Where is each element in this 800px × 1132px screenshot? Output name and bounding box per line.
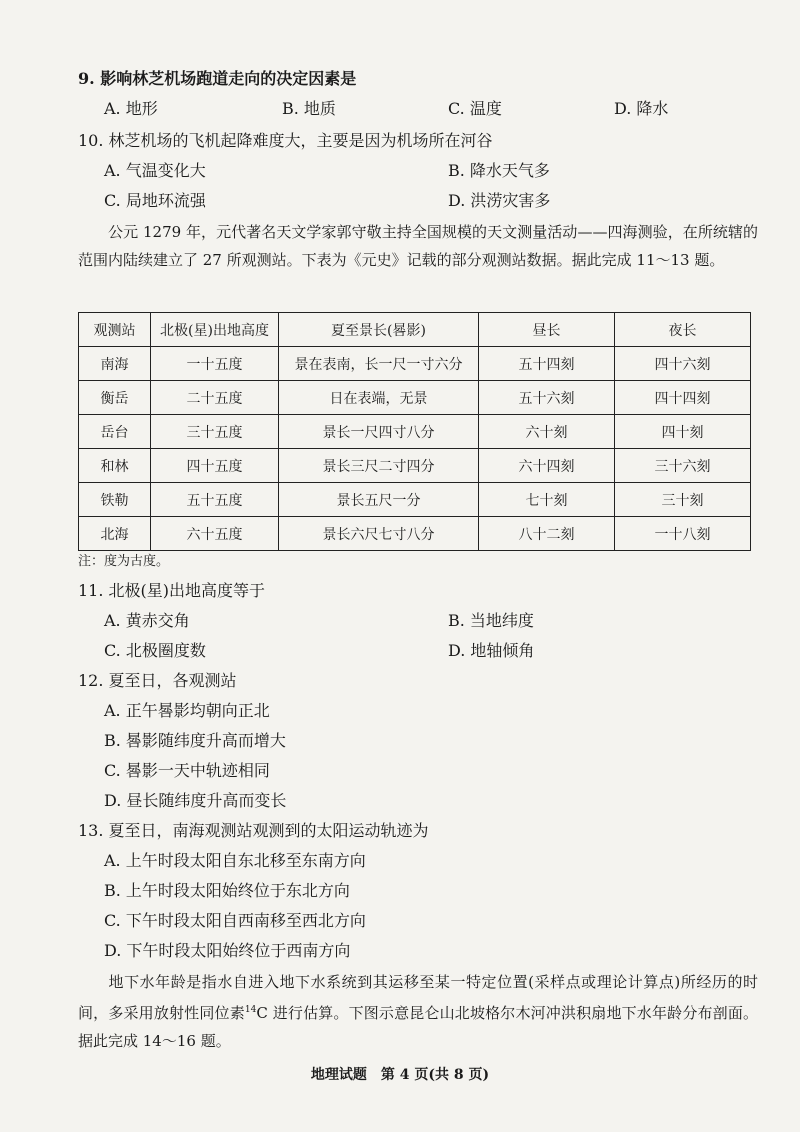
table-cell: 景长六尺七寸八分 — [279, 517, 479, 551]
table-cell: 六十四刻 — [479, 449, 615, 483]
question-11-option-d: D. 地轴倾角 — [448, 641, 535, 660]
question-12-option-c: C. 晷影一天中轨迹相同 — [104, 761, 270, 780]
question-9-option-c: C. 温度 — [448, 99, 502, 118]
table-header: 观测站 — [79, 313, 151, 347]
table-cell: 日在表端，无景 — [279, 381, 479, 415]
table-cell: 四十刻 — [615, 415, 751, 449]
question-13-stem: 13. 夏至日，南海观测站观测到的太阳运动轨迹为 — [78, 821, 429, 840]
table-row — [79, 449, 751, 483]
passage-groundwater-age — [78, 968, 758, 1055]
table-cell: 北海 — [79, 517, 151, 551]
isotope-superscript: 14 — [244, 1005, 257, 1015]
question-11-option-c: C. 北极圈度数 — [104, 641, 206, 660]
table-cell: 三十六刻 — [615, 449, 751, 483]
table-cell: 景长三尺二寸四分 — [279, 449, 479, 483]
table-cell: 五十四刻 — [479, 347, 615, 381]
table-header: 夜长 — [615, 313, 751, 347]
question-10-option-c: C. 局地环流强 — [104, 191, 206, 210]
table-cell: 三十五度 — [151, 415, 279, 449]
question-10-option-a: A. 气温变化大 — [104, 161, 206, 180]
table-cell: 四十六刻 — [615, 347, 751, 381]
question-12-stem: 12. 夏至日，各观测站 — [78, 671, 237, 690]
table-header: 夏至景长(晷影) — [279, 313, 479, 347]
passage-2-text-b: C 进行估算。下图示意昆仑山北坡格尔木河冲洪积扇地下水年龄分布剖面。据此完成 14～16 题。 — [78, 1004, 758, 1050]
question-13-option-d: D. 下午时段太阳始终位于西南方向 — [104, 941, 351, 960]
table-row — [79, 483, 751, 517]
table-cell: 二十五度 — [151, 381, 279, 415]
table-header: 北极(星)出地高度 — [151, 313, 279, 347]
question-10-option-b: B. 降水天气多 — [448, 161, 550, 180]
question-9-option-b: B. 地质 — [282, 99, 336, 118]
table-header: 昼长 — [479, 313, 615, 347]
question-11-option-b: B. 当地纬度 — [448, 611, 534, 630]
table-row — [79, 347, 751, 381]
passage-ancient-observation — [78, 218, 758, 274]
question-9-option-a: A. 地形 — [104, 99, 158, 118]
table-cell: 南海 — [79, 347, 151, 381]
question-11-option-a: A. 黄赤交角 — [104, 611, 190, 630]
table-cell: 四十四刻 — [615, 381, 751, 415]
table-cell: 景长一尺四寸八分 — [279, 415, 479, 449]
passage-1-text: 公元 1279 年，元代著名天文学家郭守敬主持全国规模的天文测量活动——四海测验，在所统辖的范围内陆续建立了 27 所观测站。下表为《元史》记载的部分观测站数据。据此完成 11～13 题。 — [78, 223, 758, 269]
observation-station-table — [78, 312, 751, 551]
table-note: 注：度为古度。 — [78, 554, 170, 569]
table-cell: 八十二刻 — [479, 517, 615, 551]
question-12-option-b: B. 晷影随纬度升高而增大 — [104, 731, 286, 750]
table-cell: 景在表南，长一尺一寸六分 — [279, 347, 479, 381]
table-header-row — [79, 313, 751, 347]
question-10-stem: 10. 林芝机场的飞机起降难度大，主要是因为机场所在河谷 — [78, 131, 493, 150]
table-cell: 七十刻 — [479, 483, 615, 517]
page-footer: 地理试题 第 4 页(共 8 页) — [310, 1067, 490, 1083]
table-cell: 景长五尺一分 — [279, 483, 479, 517]
table-row — [79, 415, 751, 449]
table-cell: 一十五度 — [151, 347, 279, 381]
question-9-option-d: D. 降水 — [614, 99, 669, 118]
passage-2-text-a: 地下水年龄是指水自进入地下水系统到其运移至某一特定位置(采样点或理论计算点)所经历的时间，多采用放射性同位素 — [78, 973, 758, 1022]
table-row — [79, 381, 751, 415]
table-cell: 六十五度 — [151, 517, 279, 551]
table-cell: 六十刻 — [479, 415, 615, 449]
question-13-option-c: C. 下午时段太阳自西南移至西北方向 — [104, 911, 366, 930]
question-13-option-a: A. 上午时段太阳自东北移至东南方向 — [104, 851, 366, 870]
table-cell: 衡岳 — [79, 381, 151, 415]
question-11-stem: 11. 北极(星)出地高度等于 — [78, 581, 266, 600]
table-cell: 五十五度 — [151, 483, 279, 517]
table-cell: 五十六刻 — [479, 381, 615, 415]
table-cell: 和林 — [79, 449, 151, 483]
table-cell: 四十五度 — [151, 449, 279, 483]
table-cell: 三十刻 — [615, 483, 751, 517]
question-9-stem: 9. 影响林芝机场跑道走向的决定因素是 — [78, 69, 357, 88]
table-row — [79, 517, 751, 551]
question-12-option-a: A. 正午晷影均朝向正北 — [104, 701, 270, 720]
question-12-option-d: D. 昼长随纬度升高而变长 — [104, 791, 287, 810]
question-10-option-d: D. 洪涝灾害多 — [448, 191, 551, 210]
question-13-option-b: B. 上午时段太阳始终位于东北方向 — [104, 881, 350, 900]
table-cell: 岳台 — [79, 415, 151, 449]
table-cell: 铁勒 — [79, 483, 151, 517]
table-cell: 一十八刻 — [615, 517, 751, 551]
